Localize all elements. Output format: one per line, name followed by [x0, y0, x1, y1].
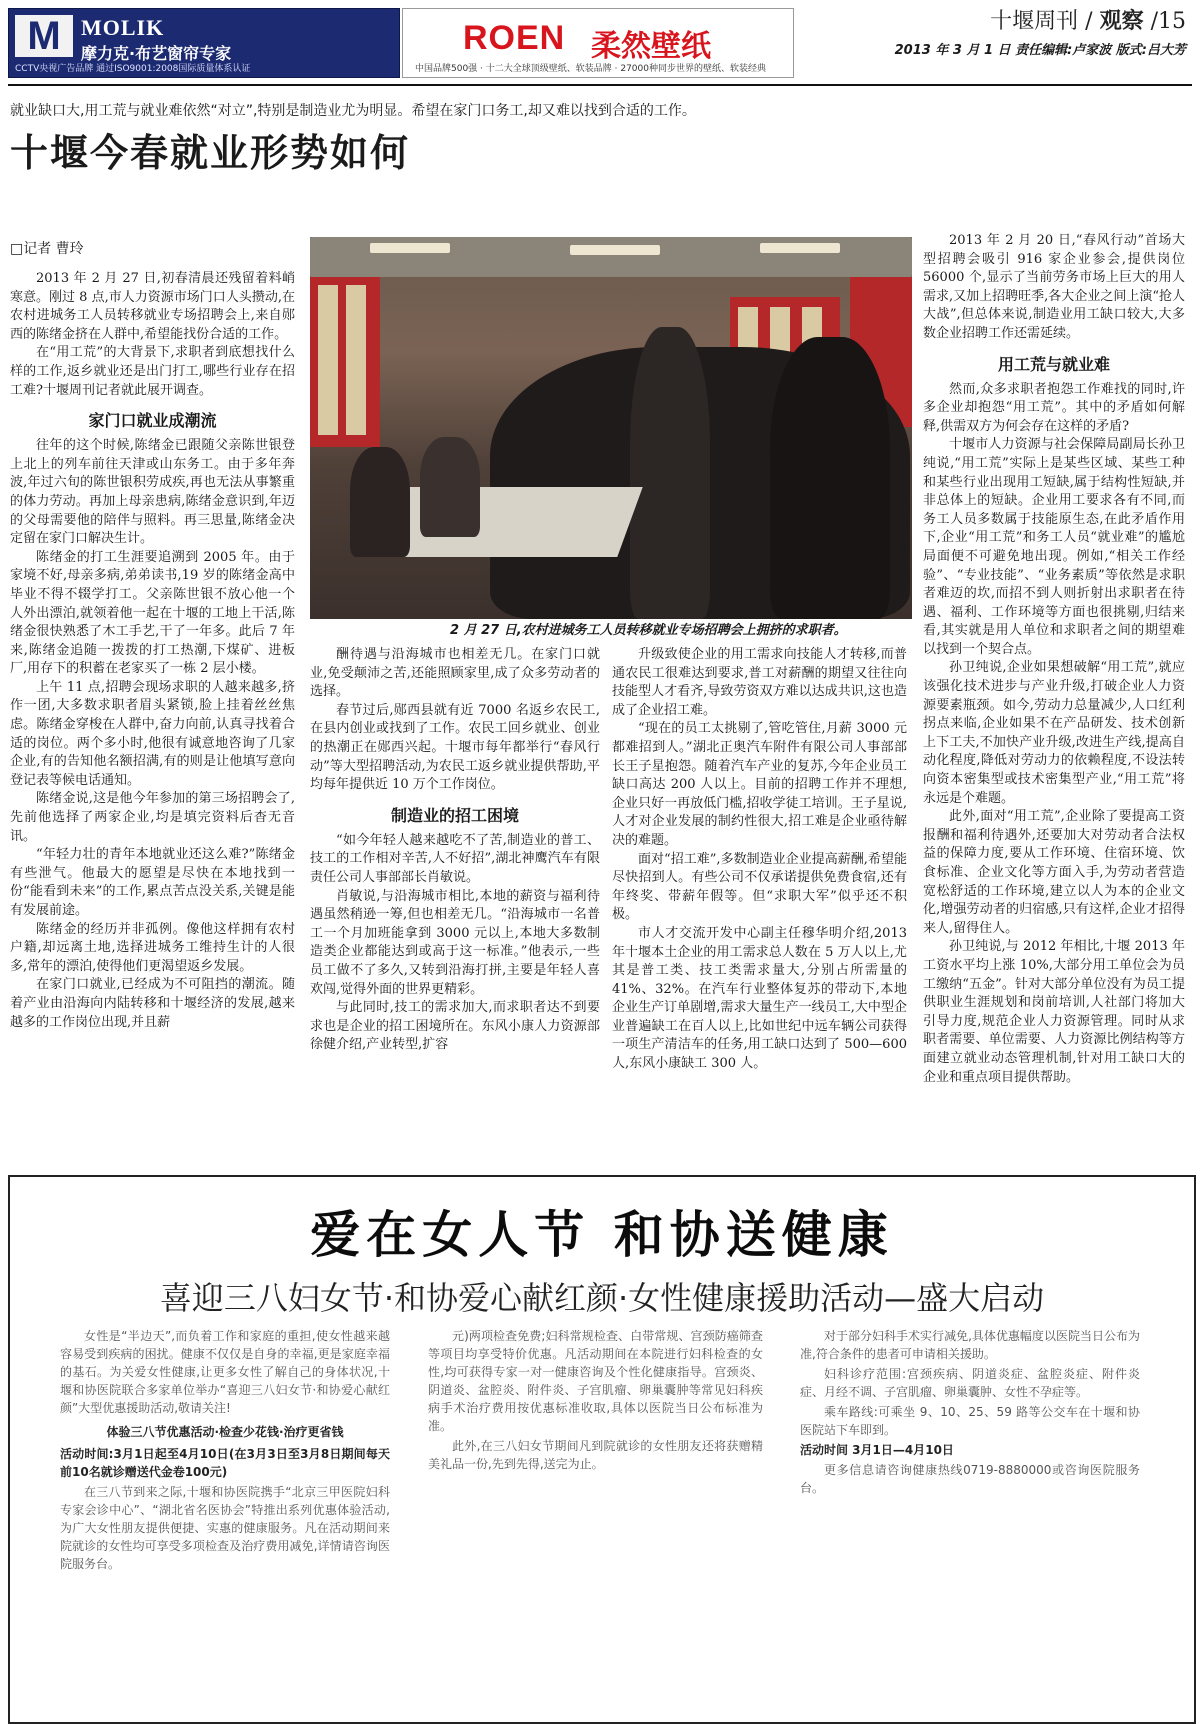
molik-brand: MOLIK [81, 15, 165, 40]
paragraph: 对于部分妇科手术实行减免,具体优惠幅度以医院当日公布为准,符合条件的患者可申请相关援助。 [800, 1329, 1140, 1361]
paragraph: “如今年轻人越来越吃不了苦,制造业的普工、技工的工作相对辛苦,人不好招”,湖北神鹰汽车有限责任公司人事部部长肖敏说。 [310, 832, 600, 885]
page-number: /15 [1150, 9, 1186, 34]
molik-advertisement [8, 8, 400, 78]
paragraph: 陈绪金的经历并非孤例。像他这样拥有农村户籍,却远离土地,选择进城务工维持生计的人很多,常年的漂泊,使得他们更渴望返乡发展。 [10, 921, 295, 974]
ad-column-2 [428, 1327, 763, 1707]
paragraph: 陈绪金说,这是他今年参加的第三场招聘会了,先前他选择了两家企业,均是填完资料后杳无音讯。 [10, 791, 295, 844]
paragraph: 十堰市人力资源与社会保障局副局长孙卫纯说,“用工荒”实际上是某些区域、某些工种和某些行业出现用工短缺,属于结构性短缺,并非总体上的短缺。企业用工要求各有不同,而务工人员多数属于技能原生态,在此矛盾作用下,企业“用工荒”和务工人员“就业难”的尴尬局面便不可避免地出现。例如,“相关工作经验”、“专业技能”、“业务素质”等依然是求职者难迈的坎,而招不到人则折射出求职者在待遇、福利、工作环境等方面也很挑剔,归结来看,其实就是用人单位和求职者之间的期望难以找到一个契合点。 [923, 437, 1185, 657]
paragraph: 肖敏说,与沿海城市相比,本地的薪资与福利待遇虽然稍逊一筹,但也相差无几。“沿海城市一名普工一个月加班能拿到 3000 元以上,本地大多数制造类企业都能达到或高于这一标准。”他表示,一些员工做不了多久,又转到沿海打拼,主要是年轻人喜欢闯,觉得外面的世界更精彩。 [310, 888, 600, 997]
molik-logo-icon: M [15, 15, 73, 57]
paragraph: 女性是“半边天”,而负着工作和家庭的重担,使女性越来越容易受到疾病的困扰。健康不仅仅是自身的幸福,更是家庭幸福的基石。为关爱女性健康,让更多女性了解自己的身体状况,十堰和协医院联合多家单位举办“喜迎三八妇女节·和协爱心献红颜”大型优惠援助活动,敬请关注! [60, 1329, 390, 1415]
article-headline: 十堰今春就业形势如何 [10, 130, 411, 175]
article-column-3 [612, 646, 907, 1160]
ad-time-note: 活动时间:3月1日起至4月10日(在3月3日至3月8日期间每天前10名就诊赠送代金卷100元) [60, 1447, 390, 1479]
roen-brand: ROEN [463, 19, 566, 57]
paper-name: 十堰周刊 [990, 9, 1079, 34]
paragraph: “现在的员工太挑剔了,管吃管住,月薪 3000 元都难招到人。”湖北正奥汽车附件有限公司人事部部长王子星抱怨。随着汽车产业的复苏,今年企业员工缺口高达 200 人以上。目前的招聘工作并不理想,企业只好一再放低门槛,招收学徒工培训。王子星说,人才对企业发展的制约性很大,招工难是企业亟待解决的难题。 [612, 721, 907, 848]
paragraph: 与此同时,技工的需求加大,而求职者达不到要求也是企业的招工困境所在。东风小康人力资源部徐健介绍,产业转型,扩容 [310, 1000, 600, 1053]
roen-brand-cn: 柔然壁纸 [591, 29, 711, 64]
paragraph: 乘车路线:可乘坐 9、10、25、59 路等公交车在十堰和协医院站下车即到。 [800, 1405, 1140, 1437]
paragraph: 此外,面对“用工荒”,企业除了要提高工资报酬和福利待遇外,还要加大对劳动者合法权益的保障力度,要从工作环境、住宿环境、饮食标准、企业文化等方面入手,为劳动者营造宽松舒适的工作环境,建立以人为本的企业文化,增强劳动者的归宿感,只有这样,企业才招得来人,留得住人。 [923, 809, 1185, 936]
paragraph: 更多信息请咨询健康热线0719-8880000或咨询医院服务台。 [800, 1463, 1140, 1495]
paragraph: 在“用工荒”的大背景下,求职者到底想找什么样的工作,返乡就业还是出门打工,哪些行业存在招工难?十堰周刊记者就此展开调查。 [10, 345, 295, 398]
paragraph: 此外,在三八妇女节期间凡到院就诊的女性朋友还将获赠精美礼品一份,先到先得,送完为止。 [428, 1439, 763, 1471]
section-heading: 制造业的招工困境 [390, 805, 519, 825]
paragraph: 然而,众多求职者抱怨工作难找的同时,许多企业却抱怨“用工荒”。其中的矛盾如何解释,供需双方为何会存在这样的矛盾? [923, 381, 1185, 434]
paragraph: “年轻力壮的青年本地就业还这么难?”陈绪金有些泄气。他最大的愿望是尽快在本地找到一份“能看到未来”的工作,累点苦点没关系,关键是能有发展前途。 [10, 847, 295, 918]
paragraph: 2013 年 2 月 20 日,“春风行动”首场大型招聘会吸引 916 家企业参会,提供岗位 56000 个,显示了当前劳务市场上巨大的用人需求,又加上招聘旺季,各大企业之间上演“抢人大战”,但总体来说,制造业用工缺口较大,大多数企业招聘工作还需延续。 [923, 233, 1185, 341]
paragraph: 妇科诊疗范围:宫颈疾病、阴道炎症、盆腔炎症、附件炎症、月经不调、子宫肌瘤、卵巢囊肿、女性不孕症等。 [800, 1367, 1140, 1399]
paragraph: 孙卫纯说,企业如果想破解“用工荒”,就应该强化技术进步与产业升级,打破企业人力资源要素瓶颈。如今,劳动力总量减少,人口红利拐点来临,企业如果不在产品研发、技术创新上下工夫,不加快产业升级,改进生产线,提高自动化程度,降低对劳动力的依赖程度,不设法转向资本密集型或技术密集型产业,“用工荒”将永远是个难题。 [923, 660, 1185, 806]
health-campaign-advertisement [8, 1175, 1196, 1724]
section-heading: 用工荒与就业难 [997, 354, 1110, 374]
ad-column-3 [800, 1327, 1140, 1707]
molik-certification: CCTV央视广告品牌 通过ISO9001:2008国际质量体系认证 [15, 64, 251, 74]
paragraph: 2013 年 2 月 27 日,初春清晨还残留着料峭寒意。刚过 8 点,市人力资源市场门口人头攒动,在农村进城务工人员转移就业专场招聘会上,来自郧西的陈绪金挤在人群中,希望能找份合适的工作。 [10, 271, 295, 342]
article-byline: □记者 曹玲 [10, 241, 84, 257]
job-fair-photo [310, 237, 912, 619]
paragraph: 市人才交流开发中心副主任穆华明介绍,2013 年十堰本土企业的用工需求总人数在 5 万人以上,尤其是普工类、技工类需求量大,分别占所需量的 41%、32%。在汽车行业整体复苏的带动下,本地企业生产订单剧增,需求大量生产一线员工,大中型企业普遍缺工在百人以上,比如世纪中远车辆公司获得一项生产清洁车的任务,用工缺口达到了 500—600 人,东风小康缺工 300 人。 [612, 925, 907, 1072]
paragraph: 面对“招工难”,多数制造业企业提高薪酬,希望能尽快招到人。有些公司不仅承诺提供免费食宿,还有年终奖、带薪年假等。但“求职大军”似乎还不积极。 [612, 851, 907, 923]
paragraph: 元)两项检查免费;妇科常规检查、白带常规、宫颈防癌筛查等项目均享受特价优惠。凡活动期间在本院进行妇科检查的女性,均可获得专家一对一健康咨询及个性化健康指导。宫颈炎、阴道炎、盆腔炎、附件炎、子宫肌瘤、卵巢囊肿等常见妇科疾病手术治疗费用按优惠标准收取,具体以医院当日公布标准为准。 [428, 1329, 763, 1433]
photo-caption: 2 月 27 日,农村进城务工人员转移就业专场招聘会上拥挤的求职者。 [450, 623, 847, 638]
ad-time-note: 活动时间 3月1日—4月10日 [800, 1443, 954, 1457]
section-name: 观察 [1099, 8, 1144, 34]
paragraph: 陈绪金的打工生涯要追溯到 2005 年。由于家境不好,母亲多病,弟弟读书,19 岁的陈绪金高中毕业不得不辍学打工。父亲陈世银不放心他一个人外出漂泊,就领着他一起在十堰的工地上干活,陈绪金很快熟悉了木工手艺,干了一年多。此后 7 年来,陈绪金追随一拨拨的打工热潮,下煤矿、进板厂,用存下的积蓄在老家买了一栋 2 层小楼。 [10, 549, 295, 677]
article-column-4 [923, 232, 1185, 1160]
paragraph: 升级致使企业的用工需求向技能人才转移,而普通农民工很难达到要求,普工对薪酬的期望又往往向技能型人才看齐,导致劳资双方难以达成共识,这也造成了企业招工难。 [612, 647, 907, 718]
paragraph: 在家门口就业,已经成为不可阻挡的潮流。随着产业由沿海向内陆转移和十堰经济的发展,越来越多的工作岗位出现,并且薪 [10, 977, 295, 1030]
paragraph: 往年的这个时候,陈绪金已跟随父亲陈世银登上北上的列车前往天津或山东务工。由于多年奔波,年过六旬的陈世银积劳成疾,再也无法从事繁重的体力劳动。再加上母亲患病,陈绪金意识到,年迈的父母需要他的陪伴与照料。再三思量,陈绪金决定留在家门口解决生计。 [10, 438, 295, 547]
section-heading: 家门口就业成潮流 [88, 411, 217, 431]
ad-subheading: 体验三八节优惠活动·检查少花钱·治疗更省钱 [106, 1425, 344, 1439]
article-deck: 就业缺口大,用工荒与就业难依然“对立”,特别是制造业尤为明显。希望在家门口务工,却又难以找到合适的工作。 [10, 103, 696, 119]
paragraph: 孙卫纯说,与 2012 年相比,十堰 2013 年工资水平均上涨 10%,大部分用工单位会为员工缴纳“五金”。针对大部分单位没有为员工提供职业生涯规划和岗前培训,人社部门将加大引导力度,规范企业人力资源管理。同时从求职者需要、单位需要、人力资源比例结构等方面建立就业动态管理机制,针对用工缺口大的企业和重点项目提供帮助。 [923, 939, 1185, 1085]
edition-info: 2013 年 3 月 1 日 责任编辑:卢家波 版式:吕大芳 [894, 43, 1186, 58]
paragraph: 在三八节到来之际,十堰和协医院携手“北京三甲医院妇科专家会诊中心”、“湖北省名医协会”特推出系列优惠体验活动,为广大女性朋友提供便捷、实惠的健康服务。凡在活动期间来院就诊的女性均可享受多项检查及治疗费用减免,详情请咨询医院服务台。 [60, 1485, 390, 1571]
roen-tagline: 中国品牌500强 · 十二大全球顶级壁纸、软装品牌 · 27000种同步世界的壁纸、软装经典 [415, 64, 766, 74]
article-column-2 [310, 646, 600, 1160]
article-column-1 [10, 270, 295, 1160]
paragraph: 上午 11 点,招聘会现场求职的人越来越多,挤作一团,大多数求职者眉头紧锁,脸上挂着丝丝焦虑。陈绪金穿梭在人群中,奋力向前,认真寻找着合适的岗位。两个多小时,他很有诚意地咨询了几家企业,有的告知他名额招满,有的则是让他填写意向登记表等候电话通知。 [10, 679, 295, 788]
paragraph: 春节过后,郧西县就有近 7000 名返乡农民工,在县内创业或找到了工作。农民工回乡就业、创业的热潮正在郧西兴起。十堰市每年都举行“春风行动”等大型招聘活动,为农民工返乡就业提供帮助,平均每年提供近 10 万个工作岗位。 [310, 702, 600, 793]
roen-advertisement [402, 8, 794, 78]
ad-column-1 [60, 1327, 390, 1707]
ad-title: 爱在女人节 和协送健康 [310, 1205, 894, 1264]
ad-subtitle: 喜迎三八妇女节·和协爱心献红颜·女性健康援助活动—盛大启动 [159, 1279, 1045, 1317]
masthead: 十堰周刊 / 观察 /15 2013 年 3 月 1 日 责任编辑:卢家波 版式:吕大芳 [894, 8, 1186, 58]
header-divider [8, 84, 1192, 86]
molik-slogan: 摩力克·布艺窗帘专家 [81, 44, 232, 63]
paragraph: 酬待遇与沿海城市也相差无几。在家门口就业,免受颠沛之苦,还能照顾家里,成了众多劳动者的选择。 [310, 647, 600, 700]
